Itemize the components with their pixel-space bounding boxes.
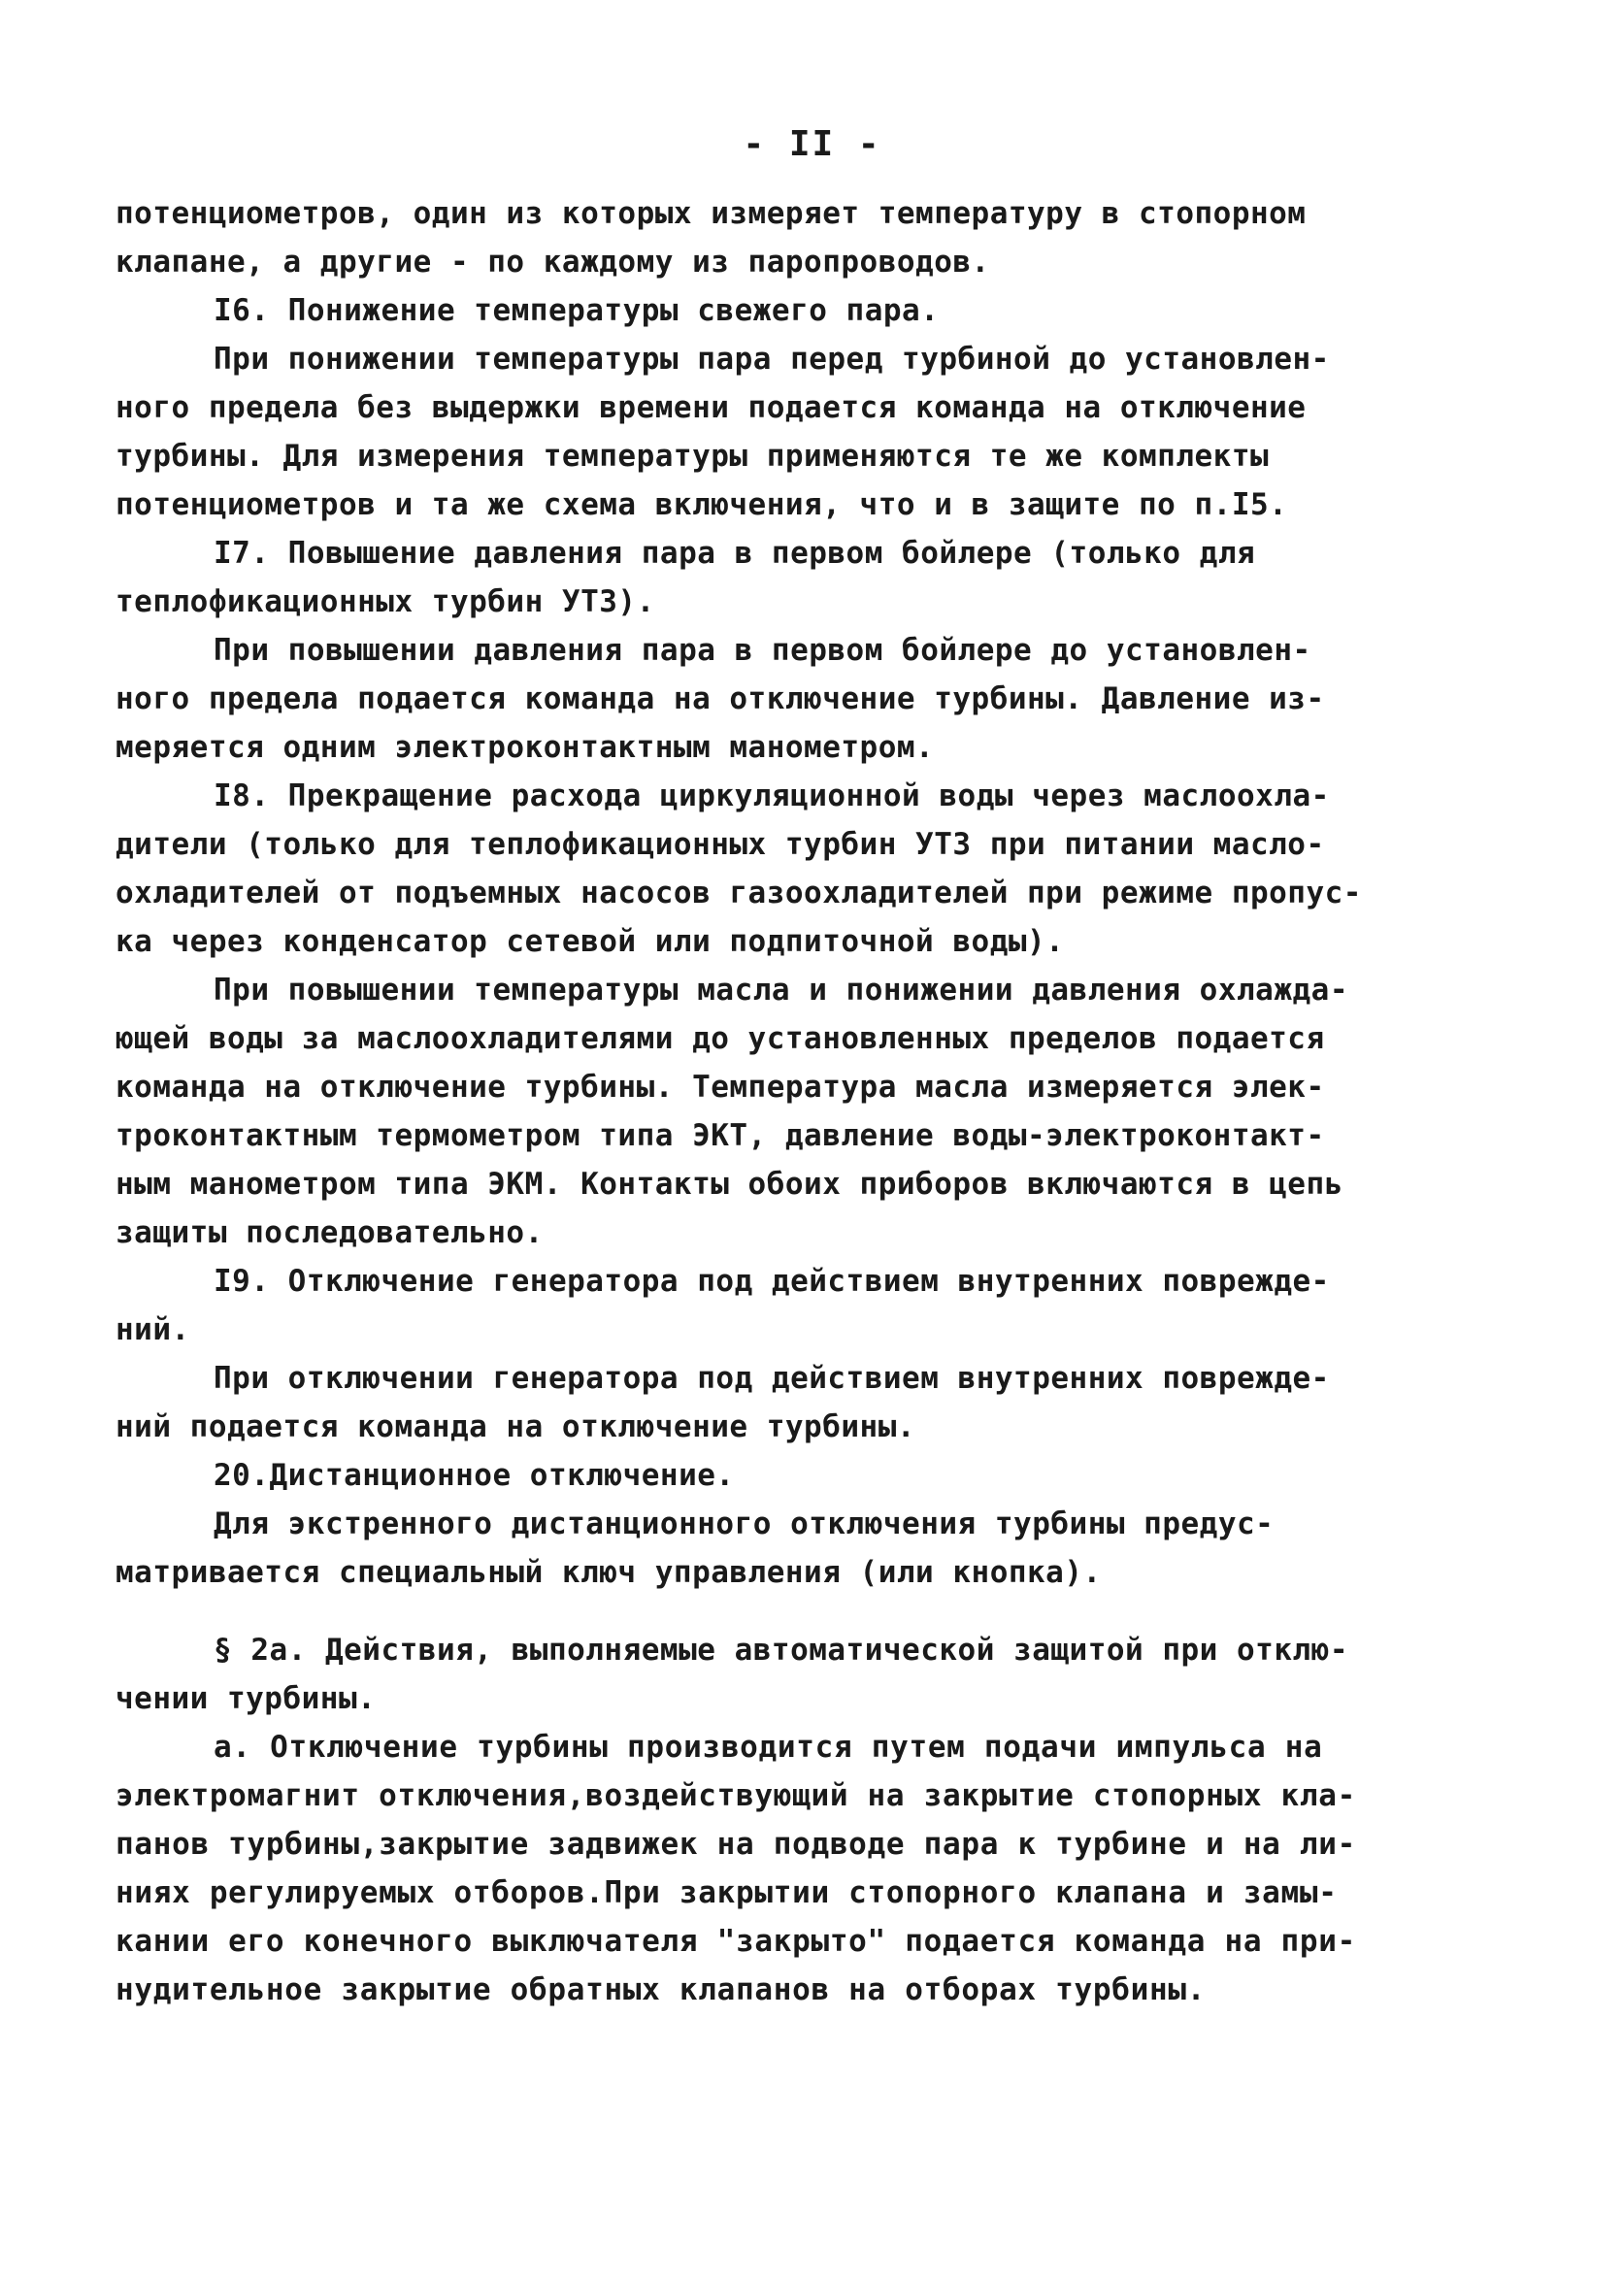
text-line: матривается специальный ключ управления (или кнопка). bbox=[116, 1555, 1102, 1590]
text-line: I8. Прекращение расхода циркуляционной воды через маслоохла- bbox=[214, 778, 1330, 813]
text-line: ного предела без выдержки времени подается команда на отключение bbox=[116, 390, 1307, 425]
text-line: § 2а. Действия, выполняемые автоматической защитой при отклю- bbox=[214, 1633, 1348, 1668]
text-line: 20.Дистанционное отключение. bbox=[214, 1458, 735, 1493]
text-line: I7. Повышение давления пара в первом бойлере (только для bbox=[214, 536, 1256, 571]
text-line: При повышении давления пара в первом бойлере до установлен- bbox=[214, 633, 1311, 668]
text-line: Для экстренного дистанционного отключения турбины предус- bbox=[214, 1506, 1275, 1541]
text-line: При повышении температуры масла и понижении давления охлажда- bbox=[214, 973, 1348, 1008]
text-line: защиты последовательно. bbox=[116, 1215, 544, 1250]
text-line: теплофикационных турбин УТЗ). bbox=[116, 584, 655, 619]
text-line: ющей воды за маслоохладителями до установленных пределов подается bbox=[116, 1021, 1325, 1056]
text-line: I6. Понижение температуры свежего пара. bbox=[214, 293, 940, 328]
text-line: панов турбины,закрытие задвижек на подводе пара к турбине и на ли- bbox=[116, 1827, 1356, 1862]
text-line: ний подается команда на отключение турбины. bbox=[116, 1409, 916, 1444]
text-line: а. Отключение турбины производится путем подачи импульса на bbox=[214, 1730, 1323, 1765]
text-line: турбины. Для измерения температуры применяются те же комплекты bbox=[116, 439, 1270, 474]
text-line: чении турбины. bbox=[116, 1681, 377, 1716]
text-line: троконтактным термометром типа ЭКТ, давление воды-электроконтакт- bbox=[116, 1118, 1325, 1153]
text-line: клапане, а другие - по каждому из паропроводов. bbox=[116, 245, 990, 280]
text-line: При понижении температуры пара перед турбиной до установлен- bbox=[214, 342, 1330, 377]
text-line: команда на отключение турбины. Температура масла измеряется элек- bbox=[116, 1070, 1325, 1105]
blank-line bbox=[116, 1597, 1494, 1626]
text-line: При отключении генератора под действием внутренних поврежде- bbox=[214, 1361, 1330, 1396]
text-line: электромагнит отключения,воздействующий на закрытие стопорных кла- bbox=[116, 1778, 1356, 1813]
text-line: ний. bbox=[116, 1312, 190, 1347]
text-line: охладителей от подъемных насосов газоохладителей при режиме пропус- bbox=[116, 876, 1362, 910]
text-line: I9. Отключение генератора под действием внутренних поврежде- bbox=[214, 1264, 1330, 1299]
body-text bbox=[116, 189, 1494, 2014]
text-line: потенциометров и та же схема включения, что и в защите по п.I5. bbox=[116, 487, 1288, 522]
text-line: ного предела подается команда на отключение турбины. Давление из- bbox=[116, 681, 1325, 716]
text-line: ка через конденсатор сетевой или подпиточной воды). bbox=[116, 924, 1065, 959]
text-line: потенциометров, один из которых измеряет температуру в стопорном bbox=[116, 196, 1307, 231]
text-line: ным манометром типа ЭКМ. Контакты обоих приборов включаются в цепь bbox=[116, 1167, 1343, 1202]
text-line: кании его конечного выключателя "закрыто" подается команда на при- bbox=[116, 1924, 1356, 1959]
text-line: ниях регулируемых отборов.При закрытии стопорного клапана и замы- bbox=[116, 1875, 1338, 1910]
text-line: дители (только для теплофикационных турбин УТЗ при питании масло- bbox=[116, 827, 1325, 862]
text-line: нудительное закрытие обратных клапанов на отборах турбины. bbox=[116, 1972, 1207, 2007]
text-line: меряется одним электроконтактным манометром. bbox=[116, 730, 935, 765]
page-number: - II - bbox=[743, 124, 881, 164]
